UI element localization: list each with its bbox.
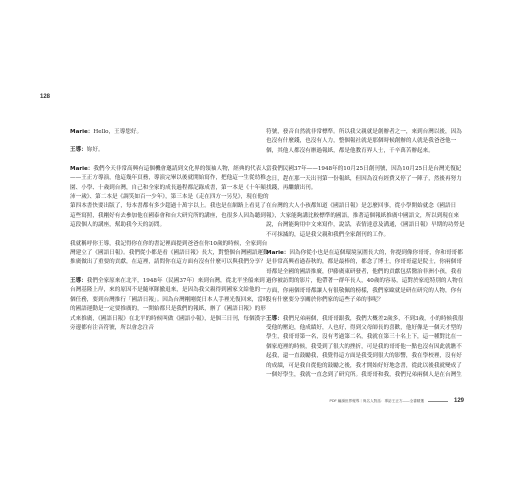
speaker-label: 王導： [70, 277, 87, 284]
body-paragraph [266, 165, 466, 193]
footer-running-title: PDF 編讀世界報導｜與名人對話：專訪王正方——全書精選 [329, 398, 424, 403]
paragraph-text: Hello，王導您好。 [93, 129, 143, 135]
body-paragraph [70, 240, 270, 268]
dialogue-paragraph [266, 249, 466, 305]
page-number-right: 129 [453, 398, 464, 404]
dialogue-paragraph [70, 277, 270, 333]
paragraph-text: 我們兄弟兩個，我哥哥跟我，我們大概差2歲多，不到3歲，小的時候我很受他的壓迫，他成績好，人也好，得到父母師長的喜歡，他好像是一個天才型的學生，我哥哥第一名，沒有考過第二名，我就在第三十名上下，這一種對比在一個家庭裡的時候，我受到了很大的挫折，可是我的哥哥他一點也沒有因此就瞧不起我，還一直鼓勵我，我覺得這方面是我受到很大的影響，我在學校裡，沒有好的成績，可是我自從他的鼓勵之後，我才開始好好地念書，從此以後我就變成了一個好學生，我就一直念到了研究所。我哥哥和我，我們兄弟兩個人是在台灣生 [266, 315, 464, 378]
paragraph-text: 當我們民國37年——1948年的10月25日創刊號，因為10月25日是台灣光復紀念日，趕在那一天出刊第一份報紙，但因為沒有經費又停了一陣子，然後再努力找錢，再繼續出刊。 [266, 166, 462, 192]
dialogue-paragraph [70, 146, 270, 155]
page-number-left: 128 [40, 94, 51, 100]
paragraph-text: 因為你從小也是在這個環境氛圍長大的，你提到像你哥哥，你和哥哥都是非常高興看過春秋的，都是最棒的，都念了博士，你哥哥還是院士，你兩個哥哥都是全國的國語推廣，伊藤廣東研發者，他們的貢獻包括醫治非洲小孩，我看過你被訪問的影片，他帶著一群年長人，40歲的容易，這對於家庭特別的人物在方面，你兩個哥哥都讓人有很敬佩的榜樣，我們家歐就是研在研究的人物，你有沒有什麼要分享關於你們家的這些子弟的事呢？ [266, 250, 464, 304]
right-column [266, 128, 466, 389]
speaker-label: Marie： [70, 129, 94, 135]
speaker-label: 王導： [70, 147, 87, 154]
paragraph-text: 符號，發音自然就非常標準。所以我父親就是創辦者之一，來到台灣以後，因為也沒有什麼錢，也沒有人力，整個報社就是那個時候創辦的人就是我爸爸他一個，其他人都沒有辦過報紙，都是他教育界人士，千辛萬苦辦起來。 [266, 129, 462, 154]
speaker-label: 王導： [266, 315, 283, 322]
body-paragraph [266, 202, 466, 240]
paragraph-text: 我們全家原來在北平，1948年（民國37年）來到台灣，從北平坐船來到台灣基隆上岸，來的原因不是隨軍隊撤退來，是因為我父親得到國家文給他的一個任務，要到台灣推行「國語日報」。因為台灣剛剛從日本人手裡光復回來，當時的國語運動是一定要推廣的，一開始都只是我們的報紙，辦了《國語日報》的形式來推廣，《國語日報》在北平的時候叫做《國語小報》，是個三日刊，每個漢字旁邊都有注音符號，所以會念注音 [70, 277, 269, 331]
speaker-label: Marie： [266, 250, 290, 257]
paragraph-text: 我就稱呼你王導，我記得你在你的書記裡面提到爸爸在你10歲的時候，全家到台灣建立了《國語日報》。我們從小都是看《國語日報》長大，對整個台灣國語運動推廣做出了重要的貢獻，在這裡，請問你在這方面有沒有什麼可以與我們分享？ [70, 240, 269, 266]
paragraph-text: 在台灣的大人小孩都知道《國語日報》是怎麼回事，從小學開始就念《國語日報》，大家能夠講比較標準的國語，推著這個報紙推廣中國語文，所以到現在來說，台灣能夠用中文來寫作，說話，表情達意及溝通，《國語日報》早期的功勞是不可抹滅的，這是我父親和我們全家創刊的工作。 [266, 203, 465, 238]
speaker-label: Marie： [70, 165, 94, 172]
dialogue-paragraph [266, 315, 466, 381]
paragraph-text: 妳好。 [86, 147, 104, 154]
dialogue-paragraph [70, 165, 270, 231]
dialogue-paragraph [70, 128, 270, 137]
paragraph-text: 我們今天非常高興有這個機會邀請到文化界的領袖人物，經典的代表人——王正方導演，他這幾年頁務，導演完畢以後就開始寫作，把他這一生從幼稚園、小學、十歲到台灣，自己和全家的成長過程都記錄成書，第一本是《十年顛沛一歲》、第二本是《調笑如百一少年》，第三本是《走在四方一另兒》，現在他的第四本書快要出版了，每本書都有多少超過十萬字以上。我也是在網路上看見了這些寫照，我剛好有去參加他在國泰會和台大研究所的講座，也很多人因為聽到這段個人的講座，幫助我今天的訪問。 [70, 165, 269, 229]
body-paragraph [266, 128, 466, 156]
page-footer [330, 398, 464, 404]
footer-divider [428, 401, 448, 402]
left-column [70, 128, 270, 342]
